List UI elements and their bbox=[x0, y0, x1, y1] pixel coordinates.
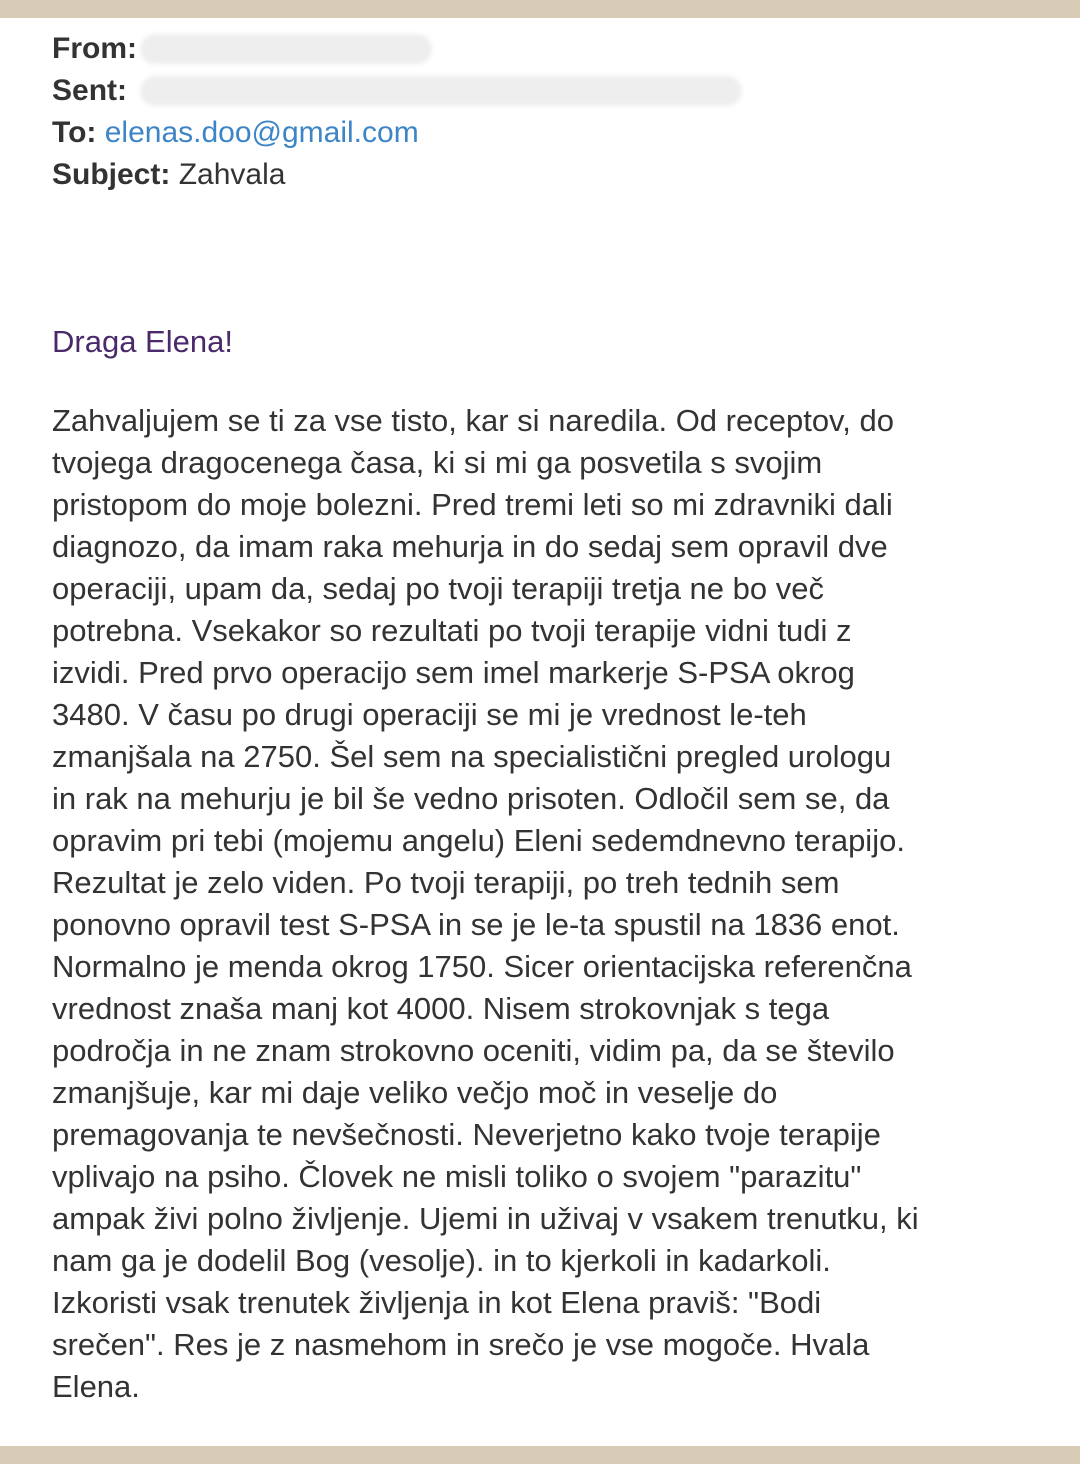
message-line: opravim pri tebi (mojemu angelu) Eleni sedemdnevno terapijo. bbox=[52, 823, 905, 858]
message-line: premagovanja te nevšečnosti. Neverjetno kako tvoje terapije bbox=[52, 1117, 881, 1152]
message-line: ponovno opravil test S-PSA in se je le-ta spustil na 1836 enot. bbox=[52, 907, 900, 942]
message-line: srečen". Res je z nasmehom in srečo je vse mogoče. Hvala bbox=[52, 1327, 870, 1362]
email-header bbox=[52, 28, 1052, 196]
message-line: Zahvaljujem se ti za vse tisto, kar si naredila. Od receptov, do bbox=[52, 403, 894, 438]
message-line: operaciji, upam da, sedaj po tvoji terapiji tretja ne bo več bbox=[52, 571, 824, 606]
message-greeting: Draga Elena! bbox=[52, 324, 233, 359]
from-label: From: bbox=[52, 32, 137, 65]
message-line: zmanjšuje, kar mi daje veliko večjo moč in veselje do bbox=[52, 1075, 778, 1110]
message-line: Rezultat je zelo viden. Po tvoji terapiji, po treh tednih sem bbox=[52, 865, 840, 900]
sent-redaction bbox=[140, 76, 742, 106]
subject-label: Subject: bbox=[52, 158, 179, 191]
message-line: tvojega dragocenega časa, ki si mi ga posvetila s svojim bbox=[52, 445, 823, 480]
message-line: nam ga je dodelil Bog (vesolje). in to kjerkoli in kadarkoli. bbox=[52, 1243, 831, 1278]
top-border bbox=[0, 0, 1080, 18]
bottom-border bbox=[0, 1446, 1080, 1464]
message-line: zmanjšala na 2750. Šel sem na specialistični pregled urologu bbox=[52, 739, 892, 774]
message-line: Normalno je menda okrog 1750. Sicer orientacijska referenčna bbox=[52, 949, 912, 984]
message-line: Izkoristi vsak trenutek življenja in kot Elena praviš: "Bodi bbox=[52, 1285, 822, 1320]
message-line: izvidi. Pred prvo operacijo sem imel markerje S-PSA okrog bbox=[52, 655, 855, 690]
message-line: diagnozo, da imam raka mehurja in do sedaj sem opravil dve bbox=[52, 529, 888, 564]
message-line: Elena. bbox=[52, 1369, 140, 1404]
message-line: potrebna. Vsekakor so rezultati po tvoji terapije vidni tudi z bbox=[52, 613, 852, 648]
message-body bbox=[52, 400, 1062, 1408]
message-line: vplivajo na psiho. Človek ne misli toliko o svojem "parazitu" bbox=[52, 1159, 862, 1194]
message-line: pristopom do moje bolezni. Pred tremi leti so mi zdravniki dali bbox=[52, 487, 893, 522]
subject-row bbox=[52, 154, 1052, 196]
from-row bbox=[52, 28, 1052, 70]
subject-value: Zahvala bbox=[178, 158, 286, 191]
to-row bbox=[52, 112, 1052, 154]
message-line: 3480. V času po drugi operaciji se mi je vrednost le-teh bbox=[52, 697, 807, 732]
from-redaction bbox=[140, 34, 432, 64]
message-line: področja in ne znam strokovno oceniti, vidim pa, da se število bbox=[52, 1033, 895, 1068]
sent-row bbox=[52, 70, 1052, 112]
sent-label: Sent: bbox=[52, 74, 127, 107]
to-label: To: bbox=[52, 116, 105, 149]
message-line: in rak na mehurju je bil še vedno prisoten. Odločil sem se, da bbox=[52, 781, 890, 816]
message-line: ampak živi polno življenje. Ujemi in uživaj v vsakem trenutku, ki bbox=[52, 1201, 919, 1236]
to-email-link[interactable]: elenas.doo@gmail.com bbox=[104, 116, 419, 149]
message-line: vrednost znaša manj kot 4000. Nisem strokovnjak s tega bbox=[52, 991, 830, 1026]
